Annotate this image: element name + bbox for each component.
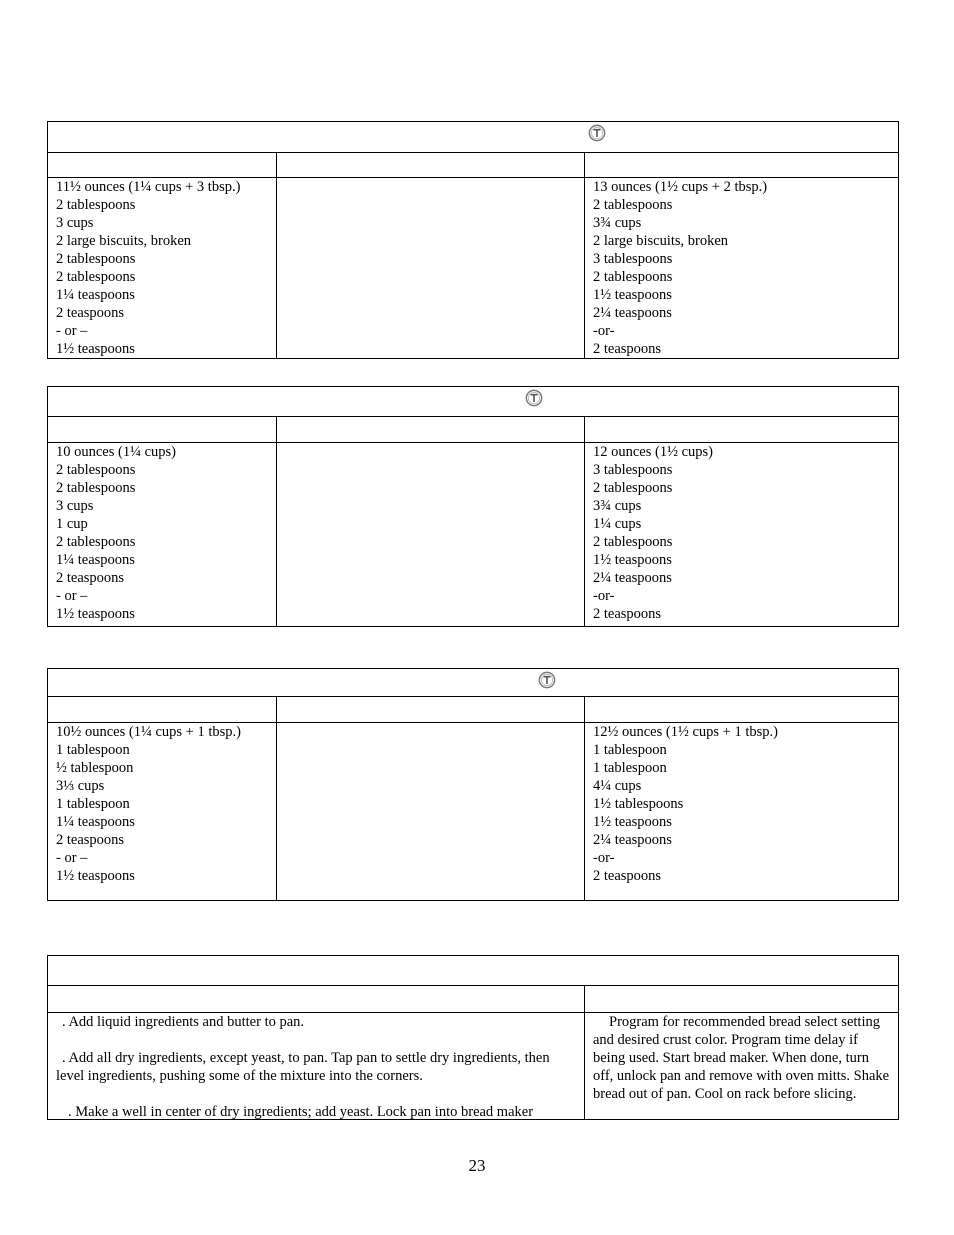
table-body-row xyxy=(48,443,898,626)
ingredient-amount: 2 teaspoons xyxy=(56,832,125,848)
ingredient-amount: 11½ ounces (1¼ cups + 3 tbsp.) xyxy=(56,179,241,195)
method-header-row xyxy=(48,986,898,1013)
ingredient-amount: 2 tablespoons xyxy=(56,251,136,267)
ingredient-amount: 1 tablespoon xyxy=(56,742,130,758)
ingredients-small-loaf xyxy=(48,443,277,626)
ingredient-amount: 2 tablespoons xyxy=(593,269,673,285)
ingredients-small-loaf xyxy=(48,178,277,358)
ingredient-amount: 1½ teaspoons xyxy=(593,287,672,303)
ingredient-amount: 1 tablespoon xyxy=(56,796,130,812)
ingredient-amount: 1¼ teaspoons xyxy=(56,287,135,303)
ingredient-amount: 2 tablespoons xyxy=(593,534,673,550)
table-header-row xyxy=(48,417,898,443)
ingredient-amount: 1½ teaspoons xyxy=(56,868,135,884)
method-step-1: . Add liquid ingredients and butter to pan. xyxy=(62,1014,305,1030)
t-circle-icon xyxy=(538,671,556,689)
ingredient-amount: 12 ounces (1½ cups) xyxy=(593,444,714,460)
ingredient-amount: 1½ tablespoons xyxy=(593,796,684,812)
ingredient-amount: 1¼ teaspoons xyxy=(56,814,135,830)
ingredient-names xyxy=(277,178,585,358)
table-body-row xyxy=(48,178,898,358)
ingredient-names xyxy=(277,443,585,626)
table-body-row xyxy=(48,723,898,900)
ingredient-amount: - or – xyxy=(56,588,88,604)
method-bake-instructions: Program for recommended bread select setting and desired crust color. Program time delay if being used. Start bread maker. When done, turn off, unlock pan and remove with oven mitts. Shake bread out of pan. Cool on rack before slicing. xyxy=(593,1014,890,1102)
ingredient-amount: 2 tablespoons xyxy=(593,197,673,213)
ingredient-amount: 3 tablespoons xyxy=(593,462,673,478)
method-body-row xyxy=(48,1013,898,1119)
ingredient-amount: 1¼ teaspoons xyxy=(56,552,135,568)
ingredient-amount: 3 cups xyxy=(56,498,94,514)
recipe-table-2 xyxy=(47,386,899,627)
recipe-table-1 xyxy=(47,121,899,359)
ingredient-amount: 3⅓ cups xyxy=(56,778,105,794)
ingredient-amount: ½ tablespoon xyxy=(56,760,134,776)
ingredient-amount: 2 teaspoons xyxy=(593,868,662,884)
ingredients-small-loaf xyxy=(48,723,277,900)
ingredient-amount: 4¼ cups xyxy=(593,778,642,794)
ingredient-amount: -or- xyxy=(593,323,615,339)
table-header-row xyxy=(48,153,898,178)
ingredient-amount: - or – xyxy=(56,323,88,339)
ingredient-amount: 2 tablespoons xyxy=(593,480,673,496)
ingredient-amount: 1 tablespoon xyxy=(593,742,667,758)
ingredient-amount: 2 large biscuits, broken xyxy=(56,233,192,249)
ingredient-amount: 2 tablespoons xyxy=(56,534,136,550)
ingredient-amount: 1½ teaspoons xyxy=(593,814,672,830)
ingredients-large-loaf xyxy=(585,723,898,900)
method-step-2: . Add all dry ingredients, except yeast, to pan. Tap pan to settle dry ingredients, then level ingredients, pushing some of the mixture into the corners. xyxy=(56,1050,550,1084)
ingredient-amount: 2 teaspoons xyxy=(593,606,662,622)
ingredient-amount: 2 teaspoons xyxy=(56,570,125,586)
method-steps xyxy=(48,1013,585,1119)
ingredient-amount: 3¾ cups xyxy=(593,498,642,514)
t-circle-icon xyxy=(588,124,606,142)
t-circle-icon xyxy=(525,389,543,407)
ingredients-large-loaf xyxy=(585,443,898,626)
ingredient-amount: -or- xyxy=(593,588,615,604)
table-header-row xyxy=(48,697,898,723)
ingredient-amount: 2 tablespoons xyxy=(56,480,136,496)
ingredient-amount: 1½ teaspoons xyxy=(56,341,135,357)
ingredient-amount: 3 cups xyxy=(56,215,94,231)
ingredient-amount: 2¼ teaspoons xyxy=(593,305,672,321)
ingredient-amount: 10 ounces (1¼ cups) xyxy=(56,444,177,460)
ingredients-large-loaf xyxy=(585,178,898,358)
ingredient-names xyxy=(277,723,585,900)
ingredient-amount: 2¼ teaspoons xyxy=(593,832,672,848)
ingredient-amount: -or- xyxy=(593,850,615,866)
ingredient-amount: 1 cup xyxy=(56,516,88,532)
ingredient-amount: - or – xyxy=(56,850,88,866)
ingredient-amount: 12½ ounces (1½ cups + 1 tbsp.) xyxy=(593,724,778,740)
ingredient-amount: 2 teaspoons xyxy=(56,305,125,321)
method-step-3: . Make a well in center of dry ingredients; add yeast. Lock pan into bread maker xyxy=(68,1104,534,1120)
ingredient-amount: 3 tablespoons xyxy=(593,251,673,267)
ingredient-amount: 1 tablespoon xyxy=(593,760,667,776)
method-title-row xyxy=(48,956,898,986)
ingredient-amount: 2¼ teaspoons xyxy=(593,570,672,586)
ingredient-amount: 1¼ cups xyxy=(593,516,642,532)
ingredient-amount: 1½ teaspoons xyxy=(593,552,672,568)
ingredient-amount: 2 teaspoons xyxy=(593,341,662,357)
ingredient-amount: 2 tablespoons xyxy=(56,462,136,478)
ingredient-amount: 13 ounces (1½ cups + 2 tbsp.) xyxy=(593,179,768,195)
table-title-row xyxy=(48,122,898,153)
recipe-table-3 xyxy=(47,668,899,901)
ingredient-amount: 1½ teaspoons xyxy=(56,606,135,622)
ingredient-amount: 10½ ounces (1¼ cups + 1 tbsp.) xyxy=(56,724,241,740)
ingredient-amount: 2 tablespoons xyxy=(56,269,136,285)
table-title-row xyxy=(48,669,898,697)
ingredient-amount: 3¾ cups xyxy=(593,215,642,231)
page-number: 23 xyxy=(468,1156,486,1175)
method-table xyxy=(47,955,899,1120)
ingredient-amount: 2 tablespoons xyxy=(56,197,136,213)
ingredient-amount: 2 large biscuits, broken xyxy=(593,233,729,249)
table-title-row xyxy=(48,387,898,417)
